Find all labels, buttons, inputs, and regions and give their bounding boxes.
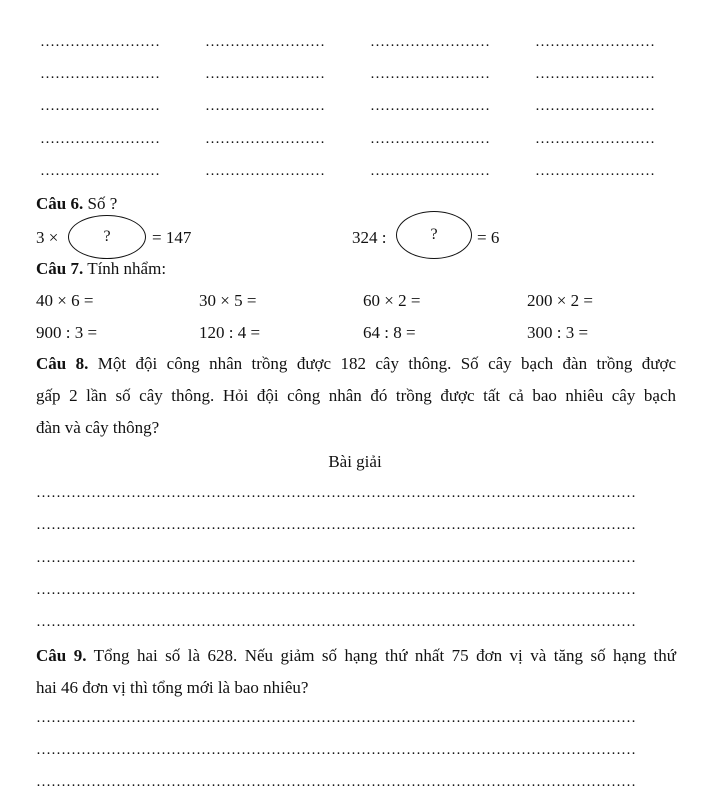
answer-blank[interactable]: …………………… xyxy=(535,163,655,179)
q6-right-post: = 6 xyxy=(477,228,500,247)
answer-row xyxy=(0,34,720,54)
question-mark: ? xyxy=(430,226,438,243)
answer-blank[interactable]: …………………… xyxy=(370,66,490,82)
answer-blank[interactable]: …………………… xyxy=(205,163,325,179)
q9-line1: Tổng hai số là 628. Nếu giảm số hạng thứ nhất 75 đơn vị và tăng số hạng thứ xyxy=(93,646,676,665)
answer-blank[interactable]: …………………… xyxy=(370,98,490,114)
q6-left-pre: 3 × xyxy=(36,228,59,247)
q8-line1: Một đội công nhân trồng được 182 cây thông. Số cây bạch đàn trồng được xyxy=(97,354,677,373)
q6-right-blank[interactable] xyxy=(396,211,472,259)
answer-line[interactable]: ………………………………………………………………………………………………………… xyxy=(36,614,636,630)
q9-line2: hai 46 đơn vị thì tổng mới là bao nhiêu? xyxy=(36,678,309,697)
answer-blank[interactable]: …………………… xyxy=(370,163,490,179)
answer-blank[interactable]: …………………… xyxy=(535,131,655,147)
question-mark: ? xyxy=(103,228,111,245)
q7-item: 64 : 8 = xyxy=(363,323,416,342)
q9-label: Câu 9. xyxy=(36,646,87,665)
q7-text: Tính nhẩm: xyxy=(87,259,167,278)
answer-blank[interactable]: …………………… xyxy=(535,66,655,82)
q9-paragraph xyxy=(36,640,676,704)
answer-line[interactable]: ………………………………………………………………………………………………………… xyxy=(36,517,636,533)
answer-line[interactable]: ………………………………………………………………………………………………………… xyxy=(36,774,636,790)
q8-line3: đàn và cây thông? xyxy=(36,418,160,437)
answer-row xyxy=(0,163,720,183)
q7-item: 30 × 5 = xyxy=(199,291,257,310)
answer-blank[interactable]: …………………… xyxy=(205,34,325,50)
answer-blank[interactable]: …………………… xyxy=(40,131,160,147)
answer-line[interactable]: ………………………………………………………………………………………………………… xyxy=(36,742,636,758)
q6-text: Số ? xyxy=(87,194,118,213)
q6-left-blank[interactable] xyxy=(68,215,146,259)
q8-label: Câu 8. xyxy=(36,354,89,373)
answer-line[interactable]: ………………………………………………………………………………………………………… xyxy=(36,485,636,501)
answer-row xyxy=(0,131,720,151)
answer-blank[interactable]: …………………… xyxy=(40,98,160,114)
q7-heading xyxy=(36,259,166,279)
answer-row xyxy=(0,98,720,118)
answer-blank[interactable]: …………………… xyxy=(370,131,490,147)
answer-blank[interactable]: …………………… xyxy=(205,98,325,114)
q6-label: Câu 6. xyxy=(36,194,84,213)
q8-line2: gấp 2 lần số cây thông. Hỏi đội công nhân đó trồng được tất cả bao nhiêu cây bạch xyxy=(36,386,676,405)
q7-item: 300 : 3 = xyxy=(527,323,589,342)
q8-line xyxy=(36,348,676,380)
q7-item: 200 × 2 = xyxy=(527,291,593,310)
q8-paragraph xyxy=(36,348,676,444)
answer-line[interactable]: ………………………………………………………………………………………………………… xyxy=(36,582,636,598)
q7-item: 900 : 3 = xyxy=(36,323,98,342)
answer-line[interactable]: ………………………………………………………………………………………………………… xyxy=(36,710,636,726)
q9-line xyxy=(36,640,676,672)
solution-title: Bài giải xyxy=(328,452,382,471)
answer-blank[interactable]: …………………… xyxy=(40,66,160,82)
answer-blank[interactable]: …………………… xyxy=(40,34,160,50)
answer-line[interactable]: ………………………………………………………………………………………………………… xyxy=(36,550,636,566)
q6-right-pre: 324 : xyxy=(352,228,387,247)
answer-blank[interactable]: …………………… xyxy=(40,163,160,179)
q7-label: Câu 7. xyxy=(36,259,84,278)
q7-item: 120 : 4 = xyxy=(199,323,261,342)
q6-heading xyxy=(36,194,117,214)
answer-blank[interactable]: …………………… xyxy=(370,34,490,50)
answer-blank[interactable]: …………………… xyxy=(205,66,325,82)
q6-left-post: = 147 xyxy=(152,228,192,247)
answer-blank[interactable]: …………………… xyxy=(535,34,655,50)
q7-item: 40 × 6 = xyxy=(36,291,94,310)
answer-row xyxy=(0,66,720,86)
q7-item: 60 × 2 = xyxy=(363,291,421,310)
answer-blank[interactable]: …………………… xyxy=(205,131,325,147)
answer-blank[interactable]: …………………… xyxy=(535,98,655,114)
